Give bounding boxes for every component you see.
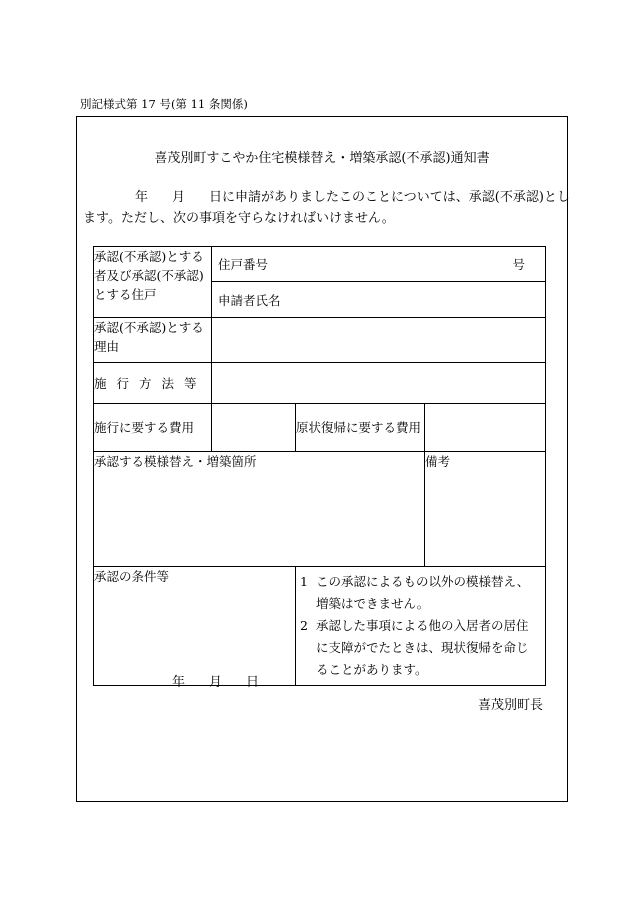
date-year: 年 (172, 675, 186, 690)
intro-paragraph (83, 187, 570, 229)
residence-label-cell (94, 247, 212, 318)
intro-line-1 (83, 187, 570, 208)
residence-value-cell (212, 247, 546, 318)
intro-year: 年 (135, 190, 149, 205)
condition-text: この承認によるもの以外の模様替え、増築はできません。 (316, 574, 530, 611)
document-title: 喜茂別町すこやか住宅模様替え・増築承認(不承認)通知書 (154, 151, 490, 166)
cost-label: 施行に要する費用 (94, 420, 195, 435)
residence-label: 承認(不承認)とする者及び承認(不承認)とする住戸 (94, 249, 204, 302)
condition-item (300, 571, 539, 615)
intro-month: 月 (172, 190, 186, 205)
method-label: 施行方法等 (94, 375, 207, 391)
condition-text: 承認した事項による他の入居者の居住に支障がでたときは、現状復帰を命じることがあります。 (316, 618, 529, 677)
location-cell (94, 452, 425, 567)
location-label: 承認する模様替え・増築箇所 (94, 454, 257, 469)
intro-day-text: 日に申請がありましたこのことについては、承認(不承認)とし (209, 190, 570, 205)
intro-line-2: ます。ただし、次の事項を守らなければいけません。 (83, 211, 395, 226)
applicant-row (212, 282, 545, 317)
method-value-cell (212, 363, 546, 404)
method-label-cell (94, 363, 212, 404)
unit-suffix: 号 (512, 257, 526, 272)
issue-date-line (172, 671, 259, 690)
conditions-value-cell (296, 567, 546, 686)
remarks-cell (425, 452, 546, 567)
remarks-label: 備考 (425, 454, 451, 469)
unit-number-row (212, 247, 545, 282)
restore-cost-value-cell (425, 404, 546, 452)
conditions-label: 承認の条件等 (94, 569, 170, 584)
signer-title: 喜茂別町長 (477, 698, 543, 713)
applicant-label: 申請者氏名 (218, 292, 281, 308)
condition-number: 2 (300, 618, 308, 633)
document-frame (76, 116, 568, 802)
date-month: 月 (209, 675, 223, 690)
restore-cost-label: 原状復帰に要する費用 (296, 420, 422, 435)
date-day: 日 (246, 675, 260, 690)
form-number-label: 別記様式第 17 号(第 11 条関係) (80, 97, 248, 111)
approval-table (93, 246, 546, 686)
unit-number-label: 住戸番号 (218, 257, 269, 272)
restore-cost-label-cell (296, 404, 425, 452)
reason-label-cell (94, 318, 212, 363)
reason-label: 承認(不承認)とする理由 (94, 320, 204, 354)
conditions-label-cell (94, 567, 296, 686)
reason-value-cell (212, 318, 546, 363)
condition-item (300, 615, 539, 681)
condition-number: 1 (300, 574, 308, 589)
cost-value-cell (212, 404, 296, 452)
cost-label-cell (94, 404, 212, 452)
conditions-list (296, 567, 545, 685)
